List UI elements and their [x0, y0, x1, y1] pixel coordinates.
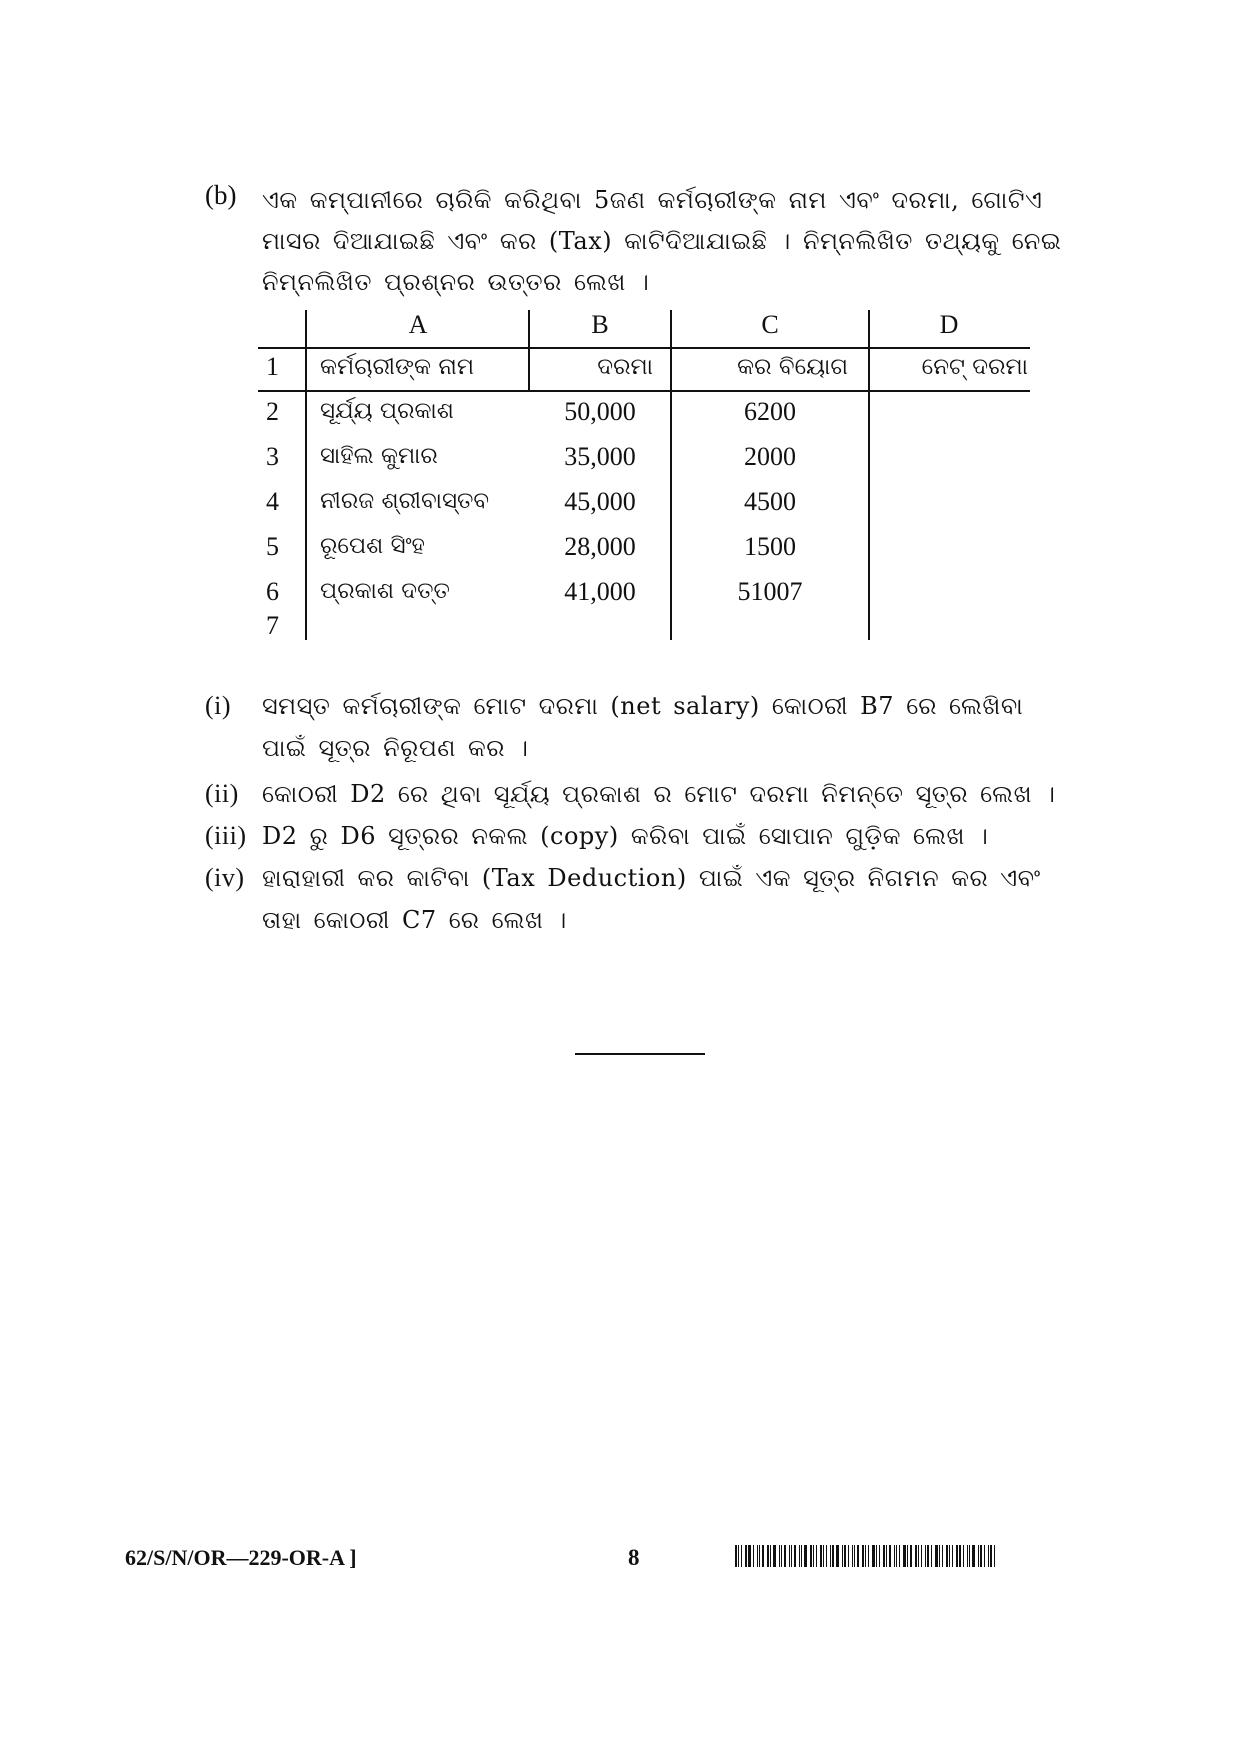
salary-value: 35,000	[564, 442, 636, 471]
barcode-bar	[854, 1545, 855, 1567]
page-number: 8	[628, 1545, 640, 1570]
employee-name: ରୂପେଶ ସିଂହ	[320, 533, 425, 559]
barcode-bar	[942, 1545, 943, 1567]
barcode-bar	[931, 1545, 932, 1567]
barcode-bar	[967, 1545, 968, 1567]
barcode-bar	[927, 1545, 929, 1567]
salary-value: 28,000	[564, 532, 636, 561]
barcode-bar	[886, 1545, 887, 1567]
tax-value: 6200	[744, 397, 796, 426]
row-number: 4	[266, 487, 279, 516]
barcode-bar	[757, 1545, 758, 1567]
barcode-bar	[862, 1545, 864, 1567]
header-salary: ଦରମା	[597, 354, 653, 380]
barcode-bar	[876, 1545, 877, 1567]
barcode-bar	[820, 1545, 822, 1567]
question-b	[205, 180, 1075, 303]
barcode-bar	[789, 1545, 790, 1567]
barcode-bar	[826, 1545, 827, 1567]
salary-value: 41,000	[564, 577, 636, 606]
sub-question-label: (ii)	[205, 779, 239, 808]
header-net-salary: ନେଟ୍ ଦରମା	[921, 354, 1028, 380]
barcode-bar	[735, 1545, 737, 1567]
barcode-bar	[738, 1545, 739, 1567]
question-label: (b)	[205, 180, 237, 210]
barcode-bar	[978, 1545, 979, 1567]
barcode-bar	[770, 1545, 771, 1567]
barcode-bar	[959, 1545, 961, 1567]
sub-question-label: (i)	[205, 691, 232, 720]
barcode-bar	[915, 1545, 917, 1567]
barcode-bar	[781, 1545, 782, 1567]
barcode-bar	[836, 1545, 839, 1567]
barcode-bar	[952, 1545, 953, 1567]
barcode-bar	[865, 1545, 866, 1567]
employee-name: ପ୍ରକାଶ ଦତ୍ତ	[320, 578, 450, 604]
barcode-bar	[830, 1545, 831, 1567]
barcode	[735, 1545, 1000, 1567]
column-header-b: B	[591, 310, 609, 339]
sub-question-text: କୋଠରୀ D2 ରେ ଥିବା ସୂର୍ଯ୍ୟ ପ୍ରକାଶ ର ମୋଟ ଦରମା ନିମନ୍ତେ ସୂତ୍ର ଲେଖ ।	[262, 780, 1056, 808]
barcode-bar	[925, 1545, 926, 1567]
barcode-bar	[804, 1545, 807, 1567]
barcode-bar	[872, 1545, 875, 1567]
section-divider	[575, 1053, 705, 1055]
barcode-bar	[773, 1545, 776, 1567]
barcode-bar	[918, 1545, 919, 1567]
row-number: 7	[266, 611, 279, 640]
sub-question-iv	[205, 857, 1075, 941]
salary-table	[258, 310, 1028, 640]
row-number: 3	[266, 442, 279, 471]
row-number: 2	[266, 397, 279, 426]
sub-question-i	[205, 685, 1075, 769]
barcode-bar	[810, 1545, 812, 1567]
table-line	[868, 310, 870, 640]
sub-question-label: (iii)	[205, 821, 247, 850]
question-text: ଏକ କମ୍ପାନୀରେ ଚାରିକି କରିଥିବା 5ଜଣ କର୍ମଚାରୀଙ୍କ ନାମ ଏବଂ ଦରମା, ଗୋଟିଏ ମାସର ଦିଆଯାଇଛି ଏବଂ କର (Tax) କାଟିଦିଆଯାଇଛି । ନିମ୍ନଲିଖିତ ତଥ୍ୟକୁ ନେଇ ନିମ୍ନଲିଖିତ ପ୍ରଶ୍ନର ଉତ୍ତର ଲେଖ ।	[262, 186, 1062, 296]
header-name: କର୍ମଚାରୀଙ୍କ ନାମ	[320, 354, 475, 380]
barcode-bar	[852, 1545, 853, 1567]
paper-code: 62/S/N/OR—229-OR-A ]	[125, 1545, 357, 1570]
barcode-bar	[921, 1545, 922, 1567]
column-header-a: A	[408, 310, 428, 339]
sub-question-text: ସମସ୍ତ କର୍ମଚାରୀଙ୍କ ମୋଟ ଦରମା (net salary) କୋଠରୀ B7 ରେ ଲେଖିବା ପାଇଁ ସୂତ୍ର ନିରୂପଣ କର ।	[262, 692, 1024, 762]
barcode-bar	[823, 1545, 824, 1567]
barcode-bar	[984, 1545, 985, 1567]
barcode-bar	[857, 1545, 859, 1567]
barcode-bar	[748, 1545, 751, 1567]
employee-name: ସାହିଲ କୁମାର	[320, 443, 438, 469]
sub-question-text: ହାରାହାରୀ କର କାଟିବା (Tax Deduction) ପାଇଁ ଏକ ସୂତ୍ର ନିଗମନ କର ଏବଂ ତାହା କୋଠରୀ C7 ରେ ଲେଖ ।	[262, 864, 1041, 934]
table-line	[258, 347, 1030, 349]
barcode-bar	[813, 1545, 814, 1567]
barcode-bar	[969, 1545, 970, 1567]
salary-value: 45,000	[564, 487, 636, 516]
row-number: 1	[266, 352, 279, 381]
row-number: 6	[266, 577, 279, 606]
barcode-bar	[759, 1545, 760, 1567]
barcode-bar	[762, 1545, 764, 1567]
barcode-bar	[896, 1545, 897, 1567]
barcode-bar	[988, 1545, 989, 1567]
barcode-bar	[791, 1545, 792, 1567]
barcode-bar	[879, 1545, 880, 1567]
barcode-bar	[899, 1545, 900, 1567]
barcode-bar	[963, 1545, 964, 1567]
tax-value: 2000	[744, 442, 796, 471]
column-header-d: D	[939, 310, 959, 339]
barcode-bar	[779, 1545, 780, 1567]
barcode-bar	[946, 1545, 948, 1567]
barcode-bar	[972, 1545, 975, 1567]
barcode-bar	[894, 1545, 895, 1567]
tax-value: 1500	[744, 532, 796, 561]
barcode-bar	[994, 1545, 995, 1567]
barcode-bar	[844, 1545, 846, 1567]
column-header-c: C	[761, 310, 779, 339]
barcode-bar	[784, 1545, 786, 1567]
barcode-bar	[832, 1545, 834, 1567]
barcode-bar	[883, 1545, 885, 1567]
barcode-bar	[801, 1545, 802, 1567]
barcode-bar	[816, 1545, 817, 1567]
barcode-bar	[745, 1545, 747, 1567]
barcode-bar	[741, 1545, 742, 1567]
table-line	[258, 390, 1030, 392]
barcode-bar	[799, 1545, 800, 1567]
sub-questions	[205, 685, 1075, 941]
sub-question-iii	[205, 815, 1075, 857]
tax-value: 51007	[737, 577, 803, 606]
sub-question-ii	[205, 773, 1075, 815]
barcode-bar	[935, 1545, 938, 1567]
employee-name: ନୀରଜ ଶ୍ରୀବାସ୍ତବ	[320, 488, 490, 514]
salary-value: 50,000	[564, 397, 636, 426]
barcode-bar	[949, 1545, 950, 1567]
barcode-bar	[753, 1545, 754, 1567]
header-tax: କର ବିୟୋଗ	[737, 354, 848, 380]
row-number: 5	[266, 532, 279, 561]
sub-question-label: (iv)	[205, 863, 245, 892]
barcode-bar	[990, 1545, 992, 1567]
barcode-bar	[939, 1545, 940, 1567]
barcode-bar	[848, 1545, 849, 1567]
barcode-bar	[980, 1545, 982, 1567]
barcode-bar	[794, 1545, 796, 1567]
tax-value: 4500	[744, 487, 796, 516]
barcode-bar	[767, 1545, 769, 1567]
barcode-bar	[903, 1545, 906, 1567]
barcode-bar	[907, 1545, 908, 1567]
sub-question-text: D2 ରୁ D6 ସୂତ୍ରର ନକଲ (copy) କରିବା ପାଇଁ ସୋପାନ ଗୁଡ଼ିକ ଲେଖ ।	[262, 822, 989, 850]
table-line	[305, 310, 307, 640]
barcode-bar	[956, 1545, 958, 1567]
barcode-bar	[868, 1545, 869, 1567]
barcode-bar	[889, 1545, 891, 1567]
barcode-bar	[910, 1545, 912, 1567]
barcode-bar	[842, 1545, 843, 1567]
employee-name: ସୂର୍ଯ୍ୟ ପ୍ରକାଶ	[320, 398, 454, 424]
